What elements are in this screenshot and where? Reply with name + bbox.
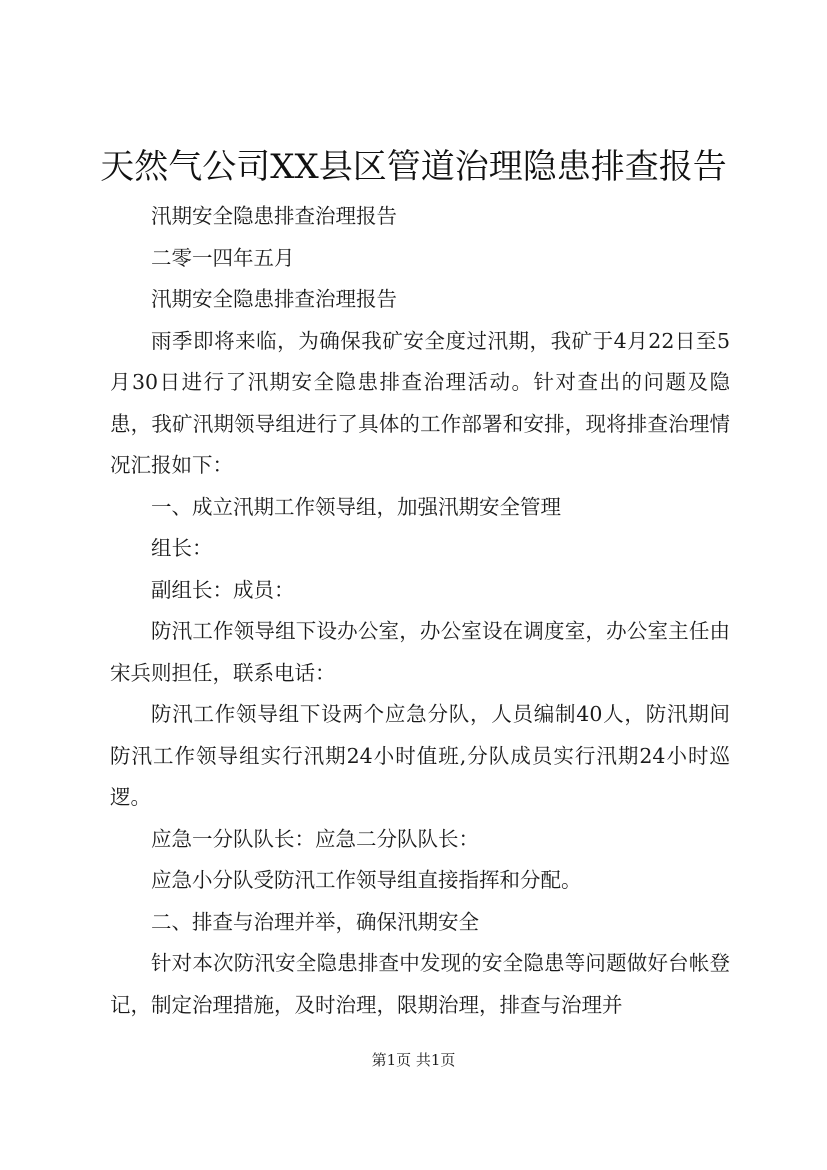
paragraph: 汛期安全隐患排查治理报告 bbox=[151, 204, 397, 228]
paragraph: 组长： bbox=[151, 536, 213, 560]
paragraph: 防汛工作领导组下设办公室，办公室设在调度室，办公室主任由宋兵则担任，联系电话： bbox=[110, 619, 730, 685]
paragraph: 二零一四年五月 bbox=[151, 245, 295, 270]
paragraph: 针对本次防汛安全隐患排查中发现的安全隐患等问题做好台帐登记，制定治理措施，及时治理，限期治理，排查与治理并 bbox=[110, 951, 730, 1017]
paragraph: 防汛工作领导组下设两个应急分队，人员编制40人，防汛期间防汛工作领导组实行汛期24小时值班,分队成员实行汛期24小时巡逻。 bbox=[110, 702, 730, 809]
paragraph: 副组长：成员： bbox=[151, 577, 295, 602]
paragraph: 雨季即将来临，为确保我矿安全度过汛期，我矿于4月22日至5月30日进行了汛期安全隐患排查治理活动。针对查出的问题及隐患，我矿汛期领导组进行了具体的工作部署和安排，现将排查治理情况汇报如下： bbox=[110, 328, 730, 477]
page-footer: 第1页 共1页 bbox=[371, 1051, 456, 1069]
section-heading: 二、排查与治理并举，确保汛期安全 bbox=[151, 909, 479, 934]
document-body bbox=[110, 196, 730, 1026]
paragraph: 汛期安全隐患排查治理报告 bbox=[151, 287, 397, 311]
section-heading: 一、成立汛期工作领导组，加强汛期安全管理 bbox=[151, 494, 561, 519]
paragraph: 应急一分队队长：应急二分队队长： bbox=[151, 826, 479, 851]
document-title: 天然气公司XX县区管道治理隐患排查报告 bbox=[100, 147, 727, 187]
paragraph: 应急小分队受防汛工作领导组直接指挥和分配。 bbox=[151, 868, 582, 892]
